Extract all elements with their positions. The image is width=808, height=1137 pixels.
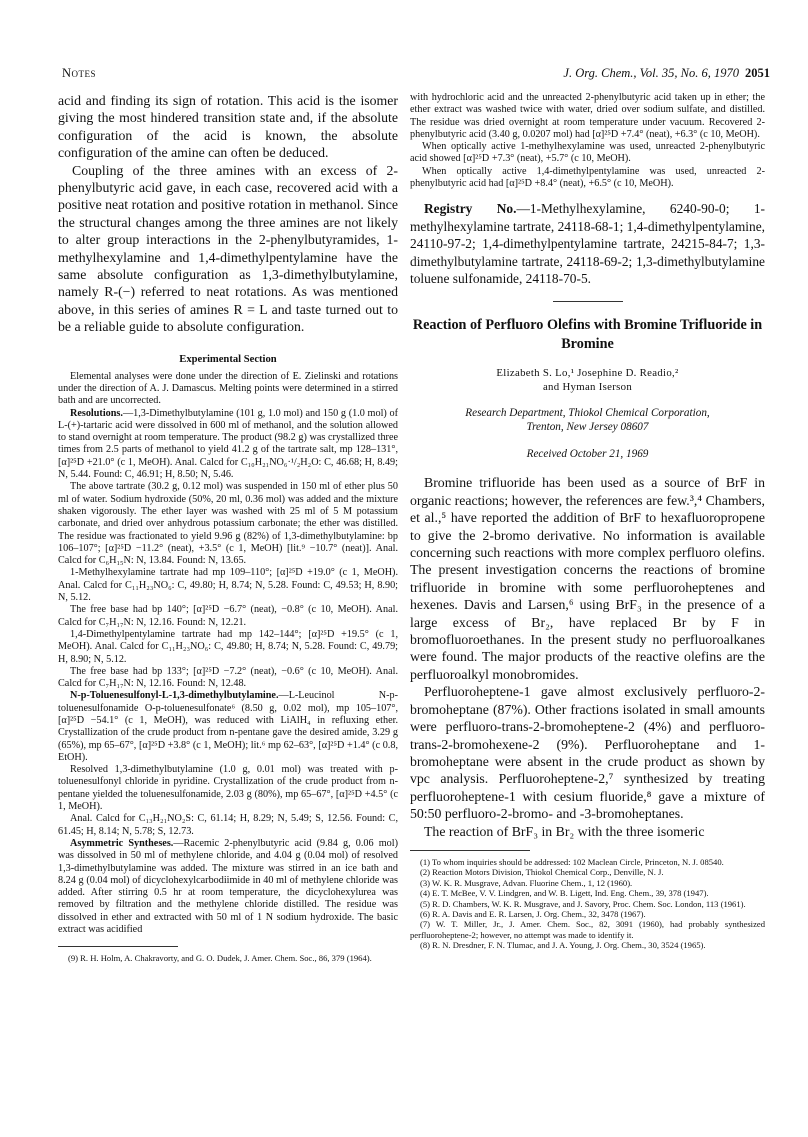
continued-paragraph: with hydrochloric acid and the unreacted 2-phenylbutyric acid taken up in ether; the ether extract was washed twice with water, dried over sodium sulfate, and distilled. The residue was dried overnight at room temperature under vacuum. Recovered 2-phenylbutyric acid (3.40 g, 0.0207 mol) had [α]²⁵D +7.4° (neat), +6.3° (c 10, MeOH). bbox=[410, 92, 765, 140]
article-divider bbox=[553, 301, 623, 302]
experimental-heading: Experimental Section bbox=[179, 353, 277, 365]
exp-paragraph: 1,4-Dimethylpentylamine tartrate had mp 142–144°; [α]²⁵D +19.5° (c 1, MeOH). Anal. Calcd for C₁₁H₂₃NO₆: C, 49.80; H, 8.74; N, 5.28. Found: C, 49.79; H, 8.90; N, 5.12. bbox=[58, 628, 398, 665]
run-in-heading: N-p-Toluenesulfonyl-L-1,3-dimethylbutylamine. bbox=[70, 690, 279, 702]
exp-paragraph: 1-Methylhexylamine tartrate had mp 109–110°; [α]²⁵D +19.0° (c 1, MeOH). Anal. Calcd for C₁₁H₂₃NO₆: C, 49.80; H, 8.74; N, 5.28. Found: C, 49.53; H, 8.90; N, 5.12. bbox=[58, 567, 398, 604]
body-paragraph: Perfluoroheptene-1 gave almost exclusively perfluoro-2-bromoheptane (87%). Other fractions isolated in small amounts were perfluoro-trans-2-bromoheptene-2 (4%) and perfluoro-trans-2-bromohexene-2 (9%). Perfluoroheptane and 1-bromoheptane were absent in the crude product as shown by vpc analysis. Perfluoroheptene-2,⁷ synthesized by treating perfluoroheptene-1 with cesium fluoride,⁸ gave a mixture of 50:50 perfluoro-2-bromo- and -3-bromoheptanes. bbox=[410, 684, 765, 822]
footnote: (9) R. H. Holm, A. Chakravorty, and G. O. Dudek, J. Amer. Chem. Soc., 86, 379 (1964). bbox=[68, 953, 372, 964]
footnote: (7) W. T. Miller, Jr., J. Amer. Chem. Soc., 82, 3091 (1960), had probably synthesized perfluoroheptene-2; however, no attempt was made to identify it. bbox=[410, 919, 765, 940]
footnote: (2) Reaction Motors Division, Thiokol Chemical Corp., Denville, N. J. bbox=[420, 867, 664, 878]
section-label: Notes bbox=[62, 66, 97, 80]
article-title: Reaction of Perfluoro Olefins with Bromine Trifluoride in Bromine bbox=[412, 317, 763, 353]
exp-paragraph: The free base had bp 140°; [α]²⁵D −6.7° (neat), −0.8° (c 10, MeOH). Anal. Calcd for C₇H₁₇N: N, 12.16. Found: N, 12.21. bbox=[58, 604, 398, 628]
footnote: (1) To whom inquiries should be addressed: 102 Maclean Circle, Princeton, N. J. 08540. bbox=[420, 856, 724, 867]
exp-paragraph: Resolved 1,3-dimethylbutylamine (1.0 g, 0.01 mol) was treated with p-toluenesulfonyl chloride in pyridine. Crystallization of the crude product from n-pentane yielded the toluenesulfonamide, 2.03 g (80%), mp 65–67°, [α]²⁵D +4.5° (c 1, MeOH). bbox=[58, 764, 398, 813]
registry-numbers: Registry No.—1-Methylhexylamine, 6240-90-0; 1-methylhexylamine tartrate, 24118-68-1; 1,4-dimethylpentylamine, 24110-97-2; 1,4-dimethylpentylamine tartrate, 24215-84-7; 1,3-dimethylbutylamine tartrate, 24118-69-2; 1,3-dimethylbutylamine toluene sulfonamide, 24118-70-5. bbox=[410, 201, 766, 286]
footnote-divider bbox=[410, 850, 530, 851]
footnote: (5) R. D. Chambers, W. K. R. Musgrave, and J. Savory, Proc. Chem. Soc. London, 113 (1961). bbox=[420, 898, 746, 909]
journal-citation bbox=[563, 66, 770, 81]
received-date: Received October 21, 1969 bbox=[526, 448, 649, 461]
body-paragraph: The reaction of BrF₃ in Br₂ with the three isomeric bbox=[424, 823, 705, 839]
footnote: (4) E. T. McBee, V. V. Lindgren, and W. B. Ligett, Ind. Eng. Chem., 39, 378 (1947). bbox=[420, 888, 709, 899]
left-column bbox=[58, 92, 398, 964]
intro-paragraph: acid and finding its sign of rotation. This acid is the isomer giving the most hindered transition state and, if the absolute configuration of the acid is known, the absolute configuration of the amine can often be deduced. bbox=[58, 93, 398, 161]
run-in-heading: Asymmetric Syntheses. bbox=[70, 837, 174, 849]
authors: Elizabeth S. Lo,¹ Josephine D. Readio,² and Hyman Iserson bbox=[496, 367, 679, 394]
run-in-heading: Resolutions. bbox=[70, 407, 123, 419]
page-number: 2051 bbox=[745, 66, 770, 80]
journal-name: J. Org. Chem., Vol. 35, No. 6, 1970 bbox=[563, 66, 739, 80]
exp-paragraph: Anal. Calcd for C₁₃H₂₁NO₂S: C, 61.14; H, 8.29; N, 5.49; S, 12.56. Found: C, 61.45; H, 8.14; N, 5.78; S, 12.73. bbox=[58, 813, 398, 837]
registry-label: Registry No. bbox=[424, 201, 517, 217]
exp-paragraph: Asymmetric Syntheses.—Racemic 2-phenylbutyric acid (9.84 g, 0.06 mol) was dissolved in 50 ml of methylene chloride, and 4.04 g (0.04 mol) of resolved 1,3-dimethylbutylamine was added. The mixture was stirred in an ice bath and 8.24 g (0.04 mol) of dicyclohexylcarbodiimide in 40 ml of methylene chloride was added. After stirring 0.5 hr at room temperature, the dicyclohexylurea was removed by filtration and the methylene chloride distilled. The residue was dissolved in ether and extracted with 50 ml of 1 N sodium hydroxide. The basic extract was acidified bbox=[58, 837, 398, 936]
footnote: (8) R. N. Dresdner, F. N. Tlumac, and J. A. Young, J. Org. Chem., 30, 3524 (1965). bbox=[420, 940, 706, 951]
intro-paragraph: Coupling of the three amines with an excess of 2-phenylbutyric acid gave, in each case, recovered acid with a positive neat rotation and positive rotation in methanol. Since the structural changes among the three amines are not likely to alter group interactions in the 2-phenylbutyramides, 1-methylhexylamine and 1,4-dimethylpentylamine have the same absolute configuration as 1,3-dimethylbutylamine, namely R-(−) referred to neat rotations. As was mentioned above, in this series of amines R = L and taste turned out to be a reliable guide to absolute configuration. bbox=[58, 162, 398, 335]
page-header bbox=[62, 66, 770, 86]
exp-paragraph: The free base had bp 133°; [α]²⁵D −7.2° (neat), −0.6° (c 10, MeOH). Anal. Calcd for C₇H₁₇N: N, 12.16. Found: N, 12.48. bbox=[58, 665, 398, 690]
right-column bbox=[410, 92, 765, 951]
exp-paragraph: Resolutions.—1,3-Dimethylbutylamine (101 g, 1.0 mol) and 150 g (1.0 mol) of L-(+)-tartaric acid were dissolved in 600 ml of methanol, and the solution allowed to stand overnight at room temperature. The product (98.2 g) was crystallized three times from 2.5 parts of methanol to yield 41.2 g of the tartrate salt, mp 128–131°, [α]²⁵D +21.0° (c 1, MeOH). Anal. Calcd for C₁₀H₂₁NO₆·¹/₂H₂O: C, 46.68; H, 8.49; N, 5.44. Found: C, 46.91; H, 8.50; N, 5.46. bbox=[58, 407, 398, 481]
exp-paragraph: The above tartrate (30.2 g, 0.12 mol) was suspended in 150 ml of ether plus 50 ml of water. Sodium hydroxide (50%, 20 ml, 0.36 mol) was added and the mixture shaken vigorously. The ether layer was washed with 25 ml of 5 M potassium carbonate, and dried over anhydrous potassium carbonate; the ether was distilled. The residue was fractionated to yield 9.96 g (82%) of 1,3-dimethylbutylamine: bp 106–107°; [α]²⁵D −11.2° (neat), +3.5° (c 1, MeOH) [lit.⁹ −10.7° (neat)]. Anal. Calcd for C₆H₁₅N: N, 13.84. Found: N, 13.65. bbox=[58, 481, 398, 567]
footnote-divider bbox=[58, 946, 178, 947]
body-paragraph: Bromine trifluoride has been used as a source of BrF in organic reactions; however, the references are few.³,⁴ Chambers, et al.,⁵ have reported the addition of BrF to hexafluoropropene to give the 2-bromo derivative. No information is available concerning such reactions with more complex perfluoro olefins. The present investigation concerns the reactions of bromine trifluoride in bromine with some perfluoroheptenes and hexenes. Davis and Larsen,⁶ using BrF₃ in the presence of a large excess of Br₂, have replaced Br by F in bromofluoroethanes. In the present study no perfluoroalkanes were found. The major products of the reactive olefins are the perfluoroalkyl monobromides. bbox=[410, 475, 765, 682]
exp-paragraph: N-p-Toluenesulfonyl-L-1,3-dimethylbutylamine.—L-Leucinol N-p-toluenesulfonamide O-p-toluenesulfonate⁶ (8.50 g, 0.02 mol), mp 105–107°, [α]²⁵D −54.1° (c 1, MeOH), was reduced with LiAlH₄ in refluxing ether. Crystallization of the crude product from n-pentane gave the desired amide, 3.29 g (65%), mp 65–67°, [α]²⁵D +3.8° (c 1, MeOH); lit.⁶ mp 62–63°, [α]²⁵D +1.4° (c 0.8, EtOH). bbox=[58, 690, 398, 763]
continued-paragraph: When optically active 1-methylhexylamine was used, unreacted 2-phenylbutyric acid showed [α]²⁵D +7.3° (neat), +5.7° (c 10, MeOH). bbox=[410, 141, 765, 165]
exp-paragraph: Elemental analyses were done under the direction of E. Zielinski and rotations under the direction of A. J. Damascus. Melting points were determined in a stirred bath and are uncorrected. bbox=[58, 370, 398, 407]
affiliation: Research Department, Thiokol Chemical Corporation, Trenton, New Jersey 08607 bbox=[465, 407, 710, 434]
footnote: (6) R. A. Davis and E. R. Larsen, J. Org. Chem., 32, 3478 (1967). bbox=[420, 908, 646, 919]
footnote: (3) W. K. R. Musgrave, Advan. Fluorine Chem., 1, 12 (1960). bbox=[420, 877, 633, 888]
continued-paragraph: When optically active 1,4-dimethylpentylamine was used, unreacted 2-phenylbutyric acid had [α]²⁵D +8.4° (neat), +6.5° (c 10, MeOH). bbox=[410, 165, 765, 190]
